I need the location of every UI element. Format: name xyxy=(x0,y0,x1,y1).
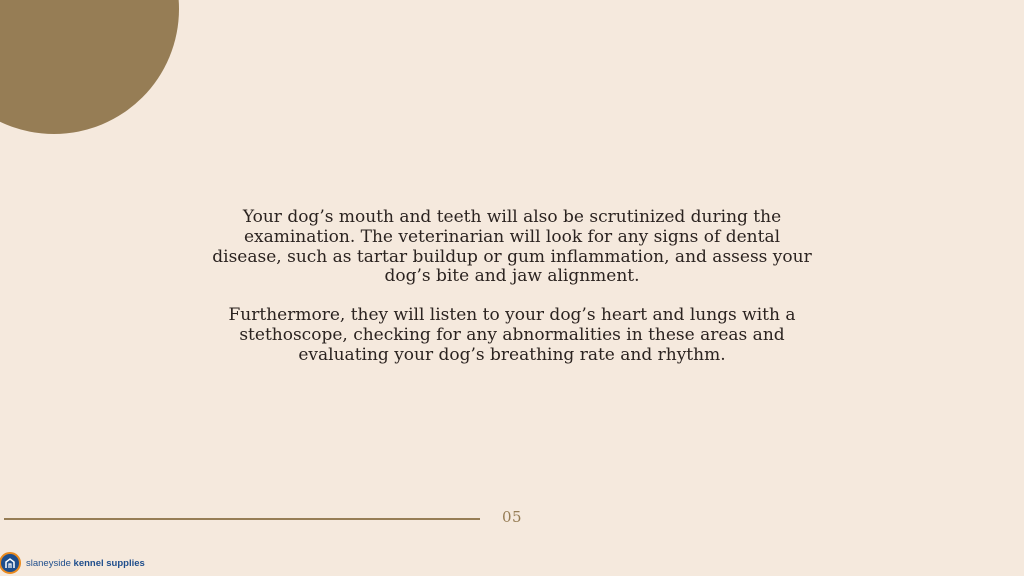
decorative-circle xyxy=(0,0,179,134)
page-number: 05 xyxy=(501,508,523,526)
paragraph-heart-lungs: Furthermore, they will listen to your dog’s heart and lungs with a stethoscope, checking for any abnormalities in these areas and evaluating your dog’s breathing rate and rhythm. xyxy=(228,305,796,365)
brand-name-regular: slaneyside xyxy=(26,557,71,569)
brand-logo xyxy=(0,550,145,576)
brand-name-bold: kennel supplies xyxy=(73,557,145,569)
brand-name xyxy=(26,558,145,569)
kennel-logo-icon xyxy=(0,552,21,574)
body-text xyxy=(212,208,812,366)
paragraph-mouth-teeth: Your dog’s mouth and teeth will also be scrutinized during the examination. The veterinarian will look for any signs of dental disease, such as tartar buildup or gum inflammation, and assess your dog’s bite and jaw alignment. xyxy=(212,207,812,287)
footer-divider xyxy=(4,518,480,520)
